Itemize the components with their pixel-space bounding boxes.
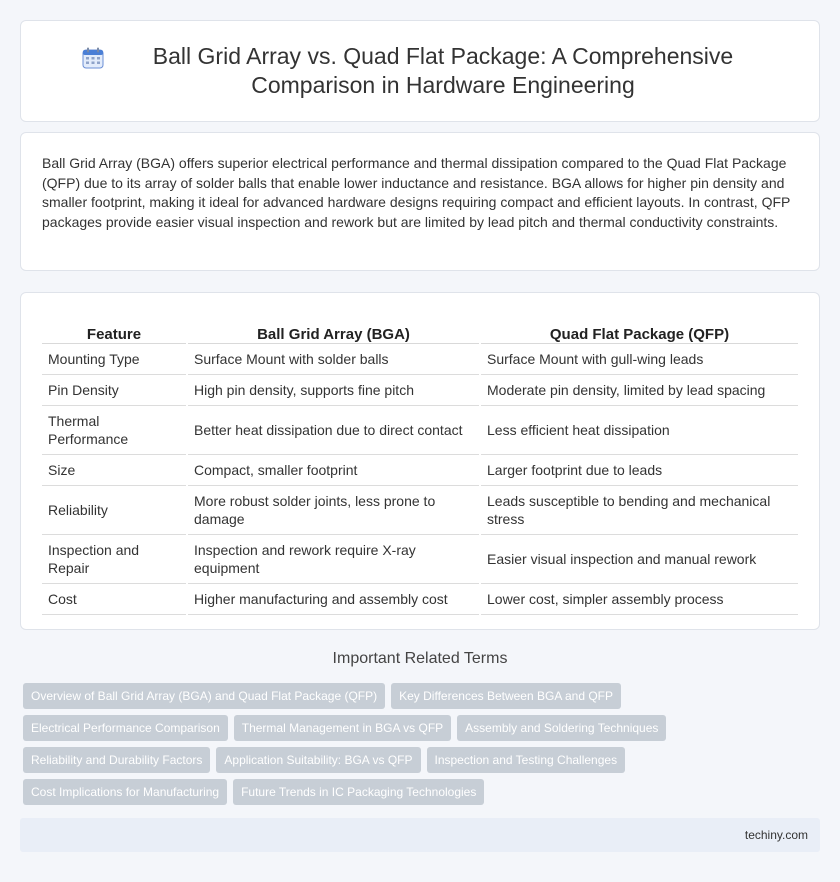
table-cell: Inspection and Repair [42, 534, 187, 583]
comparison-table [42, 313, 798, 615]
header-card [20, 20, 820, 122]
related-term-tag[interactable]: Inspection and Testing Challenges [427, 747, 626, 773]
table-row [42, 454, 798, 485]
table-row [42, 343, 798, 374]
table-cell: Compact, smaller footprint [187, 454, 480, 485]
table-cell: Easier visual inspection and manual rework [480, 534, 798, 583]
comparison-table-card [20, 292, 820, 630]
table-header-row [42, 313, 798, 343]
related-term-tag[interactable]: Future Trends in IC Packaging Technologies [233, 779, 484, 805]
table-cell: Surface Mount with solder balls [187, 343, 480, 374]
table-cell: Mounting Type [42, 343, 187, 374]
table-cell: Higher manufacturing and assembly cost [187, 583, 480, 614]
column-header: Quad Flat Package (QFP) [480, 313, 798, 343]
table-cell: Reliability [42, 485, 187, 534]
table-cell: Less efficient heat dissipation [480, 405, 798, 454]
table-cell: Surface Mount with gull-wing leads [480, 343, 798, 374]
table-row [42, 485, 798, 534]
summary-card [20, 132, 820, 271]
column-header: Ball Grid Array (BGA) [187, 313, 480, 343]
footer-site-link[interactable]: techiny.com [744, 828, 808, 842]
related-terms-heading: Important Related Terms [332, 650, 508, 667]
related-term-tag[interactable]: Key Differences Between BGA and QFP [391, 683, 621, 709]
table-row [42, 534, 798, 583]
calendar-icon [81, 46, 105, 70]
related-term-tag[interactable]: Assembly and Soldering Techniques [457, 715, 666, 741]
related-term-tag[interactable]: Cost Implications for Manufacturing [23, 779, 227, 805]
summary-text: Ball Grid Array (BGA) offers superior electrical performance and thermal dissipation compared to the Quad Flat Package (QFP) due to its array of solder balls that enable lower inductance and resistance. BGA allows for higher pin density and smaller footprint, making it ideal for advanced hardware designs requiring compact and efficient layouts. In contrast, QFP packages provide easier visual inspection and rework but are limited by lead pitch and thermal conductivity constraints. [42, 155, 791, 230]
page-title: Ball Grid Array vs. Quad Flat Package: A Comprehensive Comparison in Hardware Engineering [152, 43, 734, 98]
related-term-tag[interactable]: Application Suitability: BGA vs QFP [216, 747, 420, 773]
table-cell: Thermal Performance [42, 405, 187, 454]
related-term-tag[interactable]: Electrical Performance Comparison [23, 715, 228, 741]
related-terms-list [23, 683, 823, 805]
table-cell: Cost [42, 583, 187, 614]
table-cell: Moderate pin density, limited by lead spacing [480, 374, 798, 405]
column-header: Feature [42, 313, 187, 343]
table-cell: High pin density, supports fine pitch [187, 374, 480, 405]
table-cell: Better heat dissipation due to direct contact [187, 405, 480, 454]
footer [20, 818, 820, 852]
table-cell: Pin Density [42, 374, 187, 405]
table-cell: Lower cost, simpler assembly process [480, 583, 798, 614]
table-cell: Larger footprint due to leads [480, 454, 798, 485]
related-term-tag[interactable]: Thermal Management in BGA vs QFP [234, 715, 451, 741]
table-cell: More robust solder joints, less prone to damage [187, 485, 480, 534]
table-cell: Inspection and rework require X-ray equipment [187, 534, 480, 583]
related-term-tag[interactable]: Reliability and Durability Factors [23, 747, 210, 773]
table-row [42, 405, 798, 454]
table-cell: Size [42, 454, 187, 485]
table-row [42, 583, 798, 614]
table-row [42, 374, 798, 405]
related-term-tag[interactable]: Overview of Ball Grid Array (BGA) and Quad Flat Package (QFP) [23, 683, 385, 709]
table-cell: Leads susceptible to bending and mechanical stress [480, 485, 798, 534]
